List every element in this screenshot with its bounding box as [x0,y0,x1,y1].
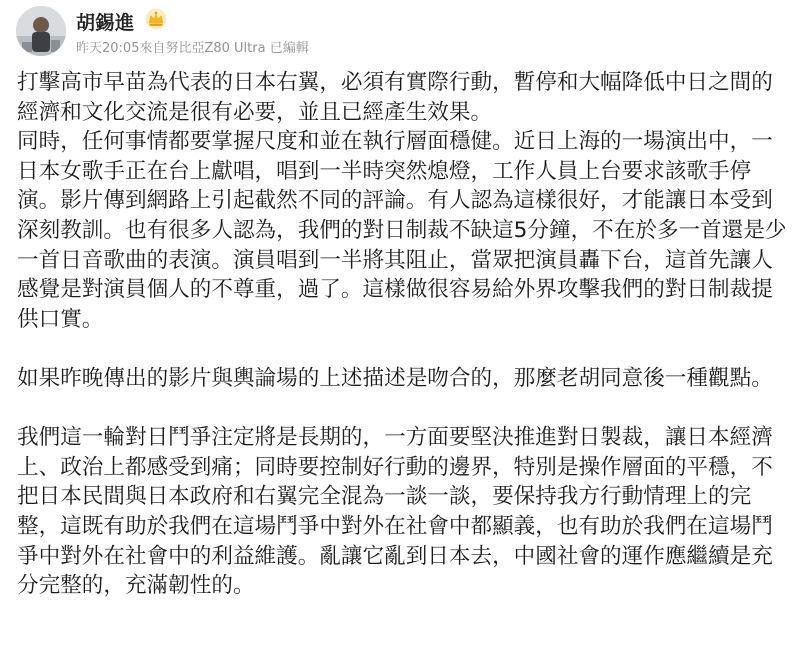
post-line: 經濟和文化交流是很有必要，並且已經產生效果。 [17,99,493,125]
post-line: 深刻教訓。也有很多人認為，我們的對日制裁不缺這5分鐘，不在於多一首還是少 [17,217,787,243]
post-line: 感覺是對演員個人的不尊重，過了。這樣做很容易給外界攻擊我們的對日制裁提 [17,277,773,303]
post-line: 打擊高市早苗為代表的日本右翼，必須有實際行動，暫停和大幅降低中日之間的 [17,70,773,95]
post-line: 日本女歌手正在台上獻唱，唱到一半時突然熄燈，工作人員上台要求該歌手停 [17,158,752,184]
post-meta: 昨天20:05來自努比亞Z80 Ultra 已編輯 [76,41,309,56]
post-line: 整，這既有助於我們在這場鬥爭中對外在社會中都顯義，也有助於我們在這場鬥 [17,513,773,539]
post-line: 我們這一輪對日鬥爭注定將是長期的，一方面要堅決推進對日製裁，讓日本經濟 [17,425,773,451]
post-header [10,4,790,60]
avatar[interactable] [16,6,66,56]
post-body [17,68,787,601]
post-line: 供口實。 [17,306,104,332]
post-line: 演。影片傳到網路上引起截然不同的評論。有人認為這樣很好，才能讓日本受到 [17,188,773,214]
post-line: 分完整的，充滿韌性的。 [17,573,255,599]
post-line: 一首日音歌曲的表演。演員唱到一半將其阻止，當眾把演員轟下台，這首先讓人 [17,247,773,273]
post-line: 同時，任何事情都要掌握尺度和並在執行層面穩健。近日上海的一場演出中，一 [17,129,773,155]
post-line: 爭中對外在社會中的利益維護。亂讓它亂到日本去，中國社會的運作應繼續是充 [17,543,773,569]
paragraph-gap [17,334,787,364]
post-line: 上、政治上都感受到痛；同時要控制好行動的邊界，特別是操作層面的平穩，不 [17,454,773,480]
post-line: 如果昨晚傳出的影片與輿論場的上述描述是吻合的，那麼老胡同意後一種觀點。 [17,365,773,391]
crown-icon [144,8,168,30]
paragraph-gap [17,394,787,424]
author-name[interactable]: 胡錫進 [76,12,135,34]
post-line: 把日本民間與日本政府和右翼完全混為一談一談，要保持我方行動情理上的完 [17,484,752,510]
